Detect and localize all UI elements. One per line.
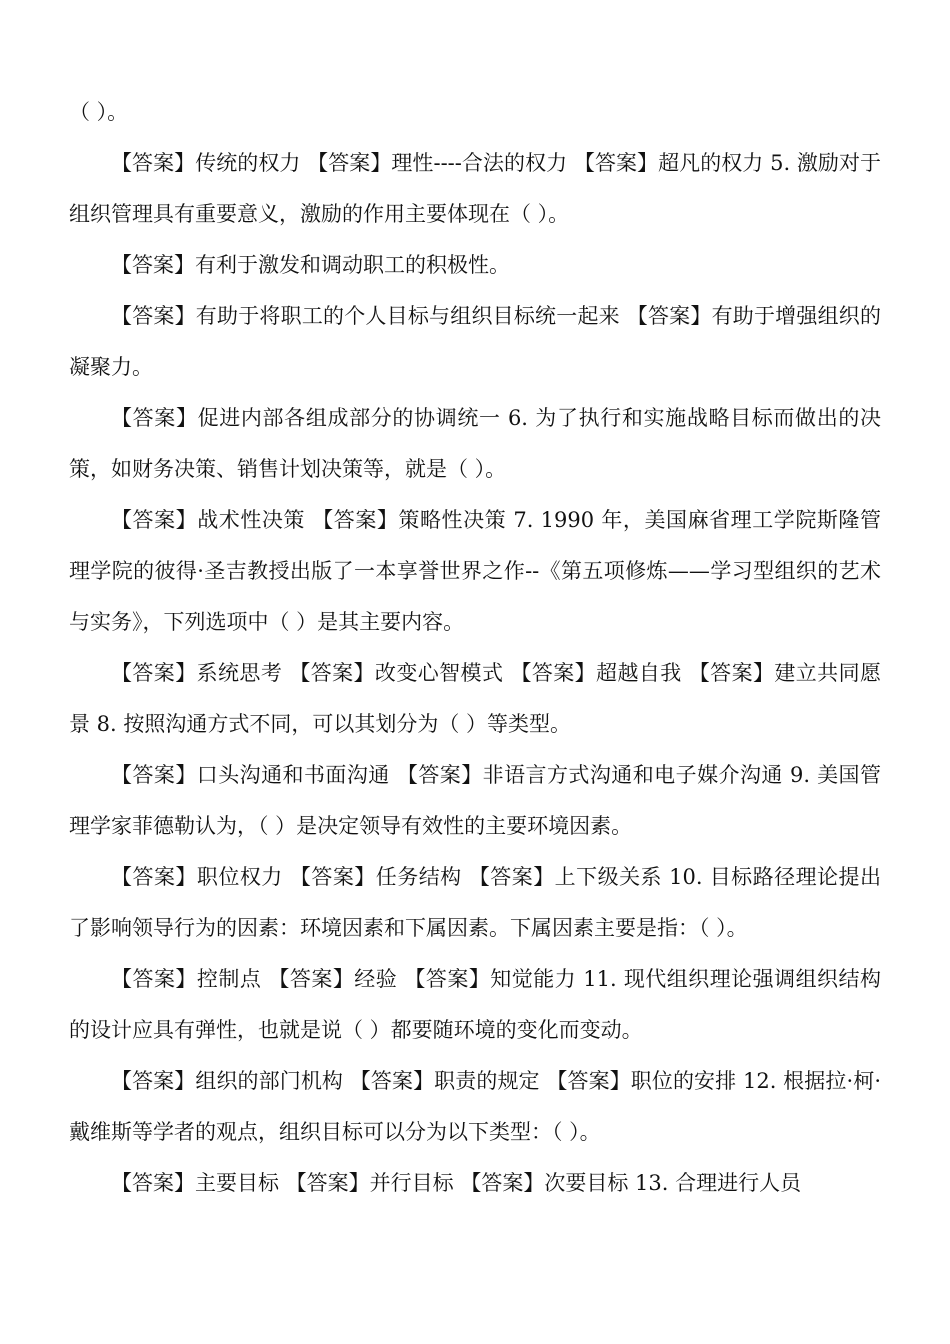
- paragraph-11: 【答案】组织的部门机构 【答案】职责的规定 【答案】职位的安排 12. 根据拉·柯·戴维斯等学者的观点，组织目标可以分为以下类型：（ ）。: [69, 1069, 881, 1144]
- paragraph-9: 【答案】职位权力 【答案】任务结构 【答案】上下级关系 10. 目标路径理论提出了影响领导行为的因素：环境因素和下属因素。下属因素主要是指：（ ）。: [69, 865, 881, 940]
- paragraph-4: 【答案】有助于将职工的个人目标与组织目标统一起来 【答案】有助于增强组织的凝聚力。: [69, 304, 881, 379]
- document-body: [69, 87, 881, 1209]
- paragraph-7: 【答案】系统思考 【答案】改变心智模式 【答案】超越自我 【答案】建立共同愿景 8. 按照沟通方式不同，可以其划分为（ ）等类型。: [69, 661, 881, 736]
- paragraph-2: 【答案】传统的权力 【答案】理性----合法的权力 【答案】超凡的权力 5. 激励对于组织管理具有重要意义，激励的作用主要体现在（ ）。: [69, 151, 881, 226]
- paragraph-5: 【答案】促进内部各组成部分的协调统一 6. 为了执行和实施战略目标而做出的决策，如财务决策、销售计划决策等，就是（ ）。: [69, 406, 881, 481]
- paragraph-10: 【答案】控制点 【答案】经验 【答案】知觉能力 11. 现代组织理论强调组织结构的设计应具有弹性，也就是说（ ）都要随环境的变化而变动。: [69, 967, 881, 1042]
- paragraph-6: 【答案】战术性决策 【答案】策略性决策 7. 1990 年，美国麻省理工学院斯隆管理学院的彼得·圣吉教授出版了一本享誉世界之作--《第五项修炼——学习型组织的艺术与实务》，下列选项中（ ）是其主要内容。: [69, 508, 881, 634]
- paragraph-1: （ ）。: [69, 100, 129, 124]
- paragraph-12: 【答案】主要目标 【答案】并行目标 【答案】次要目标 13. 合理进行人员: [111, 1171, 802, 1195]
- paragraph-8: 【答案】口头沟通和书面沟通 【答案】非语言方式沟通和电子媒介沟通 9. 美国管理学家菲德勒认为，（ ）是决定领导有效性的主要环境因素。: [69, 763, 881, 838]
- paragraph-3: 【答案】有利于激发和调动职工的积极性。: [111, 253, 510, 277]
